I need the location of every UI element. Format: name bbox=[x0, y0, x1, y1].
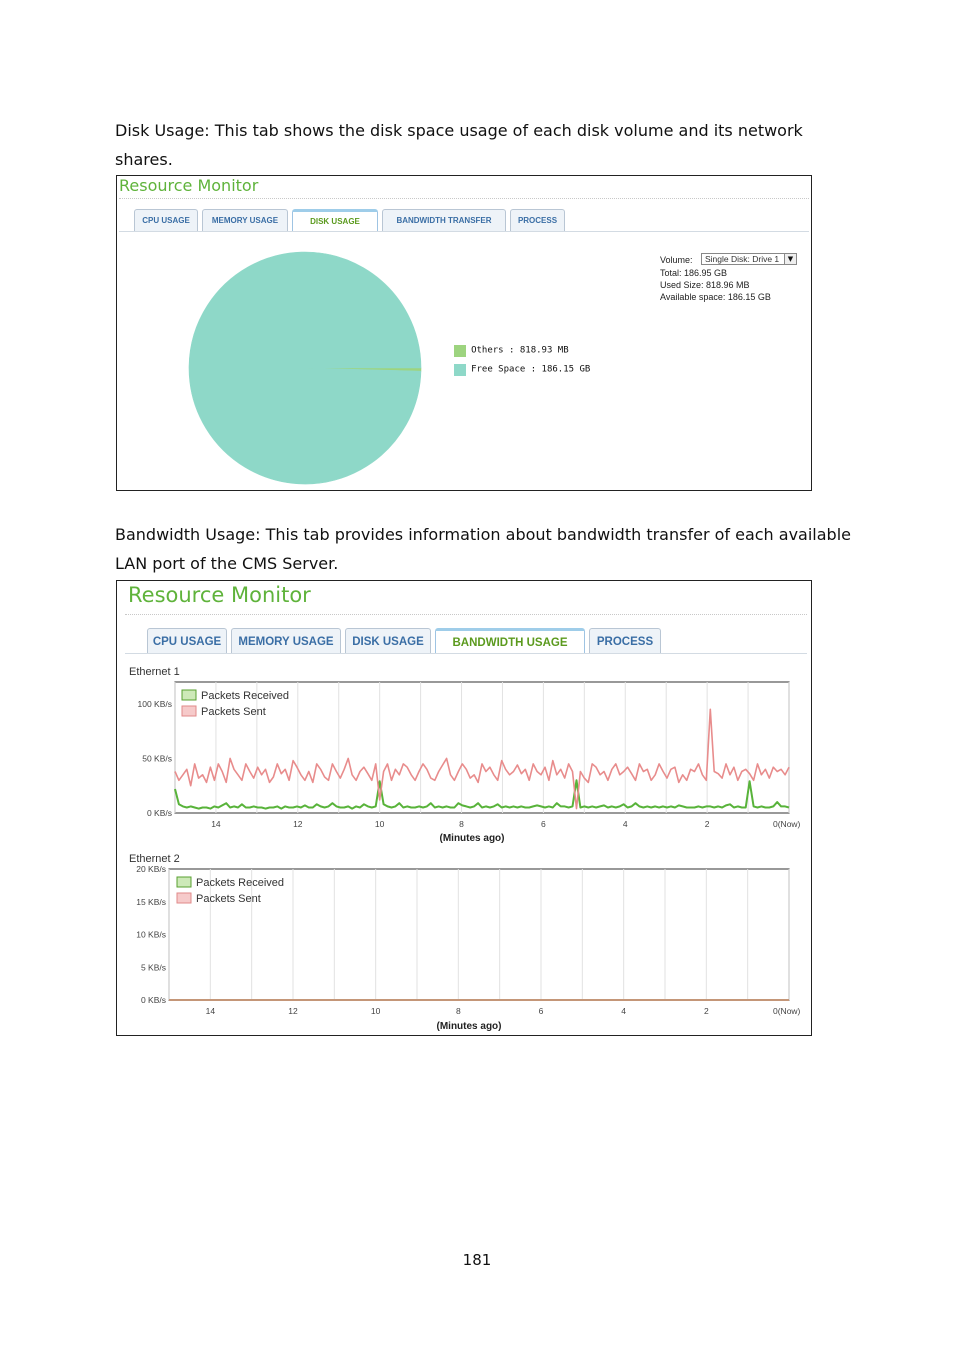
x-tick-label: 6 bbox=[538, 1006, 544, 1016]
disk-tab-cpu-usage[interactable]: CPU USAGE bbox=[134, 209, 198, 231]
volume-select[interactable] bbox=[701, 253, 797, 265]
y-tick-label: 5 KB/s bbox=[140, 962, 166, 973]
x-tick-label: 12 bbox=[288, 1006, 298, 1016]
volume-label: Volume: bbox=[660, 255, 693, 265]
disk-pie-chart bbox=[117, 176, 812, 491]
total-size: Total: 186.95 GB bbox=[660, 268, 728, 278]
y-tick-label: 0 KB/s bbox=[140, 995, 166, 1005]
y-tick-label: 100 KB/s bbox=[137, 698, 172, 709]
bandwidth-intro-line2: LAN port of the CMS Server. bbox=[115, 554, 339, 573]
disk-usage-intro-line1: Disk Usage: This tab shows the disk space usage of each disk volume and its network bbox=[115, 121, 803, 140]
bandwidth-usage-intro bbox=[115, 520, 851, 578]
pie-legend bbox=[454, 340, 590, 378]
legend-label-others: Others : 818.93 MB bbox=[471, 345, 569, 356]
disk-usage-intro-line2: shares. bbox=[115, 150, 173, 169]
legend-label: Packets Received bbox=[201, 690, 290, 702]
x-tick-label: 4 bbox=[621, 1006, 627, 1016]
legend-label: Packets Sent bbox=[201, 706, 266, 718]
legend-swatch-others bbox=[454, 345, 466, 357]
chart-heading: Ethernet 2 bbox=[129, 853, 180, 865]
y-tick-label: 20 KB/s bbox=[136, 864, 166, 874]
x-axis-label: (Minutes ago) bbox=[436, 1021, 502, 1032]
legend-label: Packets Received bbox=[196, 877, 285, 889]
ethernet-chart-2 bbox=[129, 853, 801, 1032]
x-tick-label: 0(Now) bbox=[773, 1006, 801, 1016]
x-axis-label: (Minutes ago) bbox=[439, 833, 505, 844]
y-tick-label: 15 KB/s bbox=[136, 896, 166, 907]
bw-tab-bandwidth-usage[interactable]: BANDWIDTH USAGE bbox=[435, 628, 585, 654]
resource-monitor-title-2: Resource Monitor bbox=[128, 583, 311, 607]
bandwidth-intro-line1: Bandwidth Usage: This tab provides information about bandwidth transfer of each available bbox=[115, 525, 851, 544]
legend-swatch bbox=[182, 706, 196, 716]
x-tick-label: 4 bbox=[622, 819, 628, 829]
legend-swatch bbox=[182, 690, 196, 700]
ethernet-chart-1 bbox=[129, 666, 801, 844]
x-tick-label: 8 bbox=[455, 1006, 461, 1016]
disk-usage-screenshot bbox=[116, 175, 812, 491]
legend-label-free: Free Space : 186.15 GB bbox=[471, 364, 591, 375]
x-tick-label: 14 bbox=[205, 1006, 216, 1016]
bw-tab-cpu-usage[interactable]: CPU USAGE bbox=[147, 628, 227, 654]
x-tick-label: 10 bbox=[374, 819, 385, 829]
x-tick-label: 10 bbox=[370, 1006, 381, 1016]
chevron-down-icon[interactable]: ▼ bbox=[784, 254, 796, 264]
bw-tab-memory-usage[interactable]: MEMORY USAGE bbox=[231, 628, 341, 654]
y-tick-label: 50 KB/s bbox=[142, 753, 172, 764]
volume-select-value: Single Disk: Drive 1 bbox=[705, 254, 780, 264]
x-tick-label: 8 bbox=[459, 819, 464, 829]
disk-tab-process[interactable]: PROCESS bbox=[510, 209, 565, 231]
chart-heading: Ethernet 1 bbox=[129, 666, 180, 678]
x-tick-label: 0(Now) bbox=[773, 819, 801, 829]
x-tick-label: 12 bbox=[293, 819, 303, 829]
disk-tab-disk-usage[interactable]: DISK USAGE bbox=[292, 209, 378, 231]
y-tick-label: 10 KB/s bbox=[136, 929, 166, 940]
pie-slice-free-space bbox=[189, 252, 421, 484]
disk-usage-intro bbox=[115, 116, 845, 174]
legend-item-others bbox=[454, 340, 590, 359]
x-tick-label: 6 bbox=[541, 819, 546, 829]
legend-label: Packets Sent bbox=[196, 893, 261, 905]
bw-tab-process[interactable]: PROCESS bbox=[589, 628, 661, 654]
legend-swatch bbox=[177, 877, 191, 887]
used-size: Used Size: 818.96 MB bbox=[660, 280, 750, 290]
available-space: Available space: 186.15 GB bbox=[660, 292, 771, 302]
x-tick-label: 2 bbox=[703, 1006, 709, 1016]
bandwidth-usage-screenshot bbox=[116, 580, 812, 1036]
page-number: 181 bbox=[462, 1251, 492, 1269]
resource-monitor-title: Resource Monitor bbox=[119, 176, 259, 195]
bandwidth-charts bbox=[117, 581, 812, 1036]
x-tick-label: 2 bbox=[704, 819, 710, 829]
x-tick-label: 14 bbox=[211, 819, 221, 829]
disk-tab-bandwidth-transfer[interactable]: BANDWIDTH TRANSFER bbox=[382, 209, 506, 231]
disk-tab-memory-usage[interactable]: MEMORY USAGE bbox=[202, 209, 288, 231]
y-tick-label: 0 KB/s bbox=[146, 808, 172, 818]
legend-swatch-free bbox=[454, 364, 466, 376]
bw-tab-disk-usage[interactable]: DISK USAGE bbox=[345, 628, 431, 654]
legend-swatch bbox=[177, 893, 191, 903]
legend-item-free bbox=[454, 359, 590, 378]
